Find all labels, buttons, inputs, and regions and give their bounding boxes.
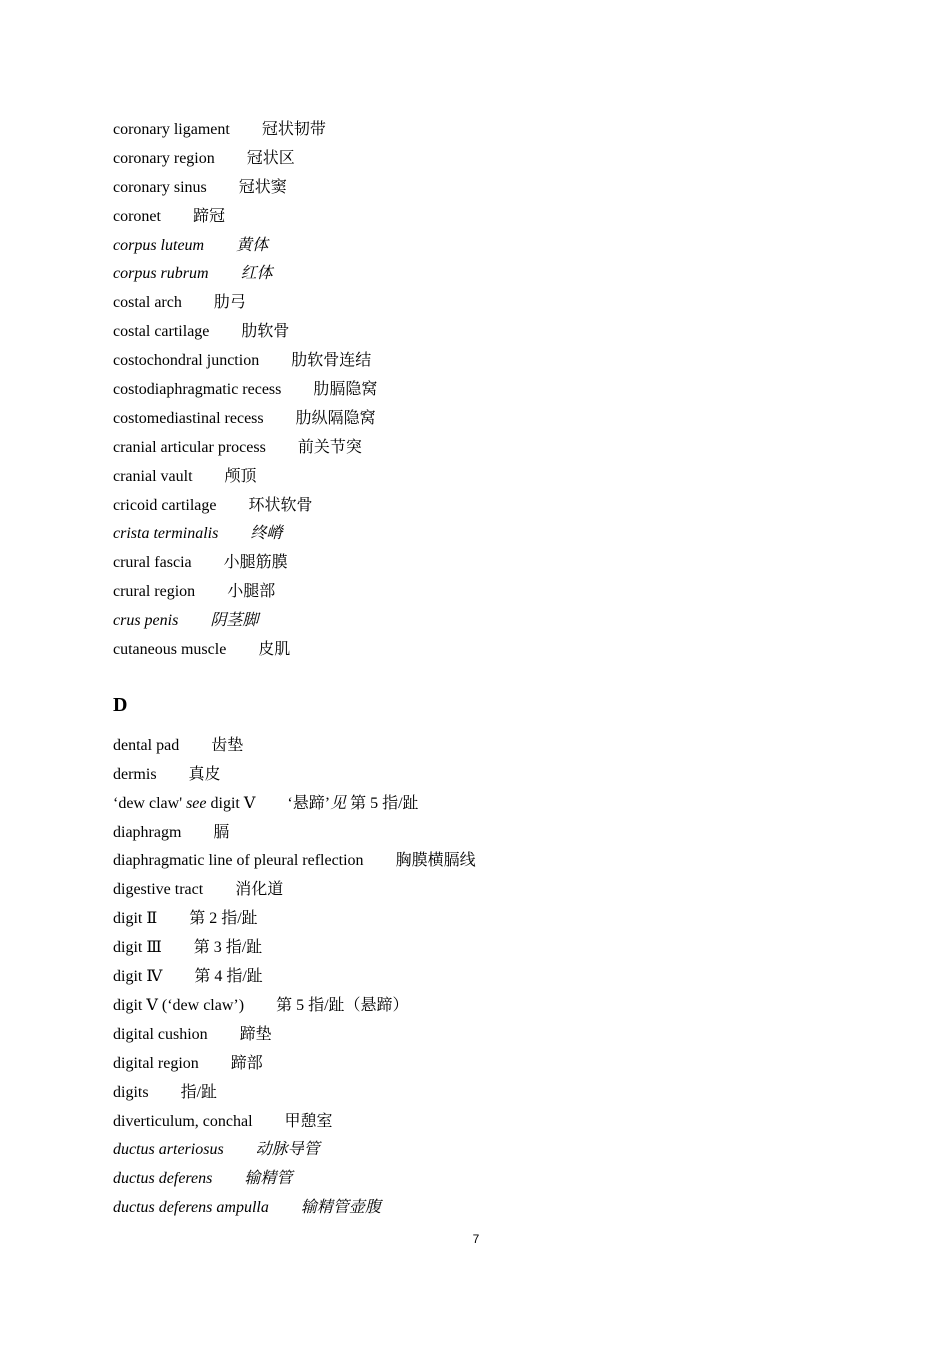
glossary-entry	[113, 492, 893, 521]
glossary-entry	[113, 203, 893, 232]
entry-gloss: 肋弓	[213, 294, 246, 312]
entry-gloss: 阴茎脚	[210, 612, 259, 630]
entry-term: ductus deferens	[113, 1170, 213, 1188]
glossary-entry	[113, 347, 893, 376]
glossary-entry	[113, 1136, 893, 1165]
entry-gloss: 第 3 指/趾	[193, 939, 263, 957]
glossary-entry	[113, 376, 893, 405]
entry-gloss: 终嵴	[250, 525, 283, 543]
glossary-entry	[113, 405, 893, 434]
entry-gloss: 颅顶	[224, 467, 257, 485]
entry-term: cranial articular process	[113, 438, 266, 456]
glossary-entry	[113, 1165, 893, 1194]
glossary-entry	[113, 145, 893, 174]
entry-term: costomediastinal recess	[113, 409, 264, 427]
glossary-entry	[113, 1079, 893, 1108]
entry-term: digital region	[113, 1054, 199, 1072]
entry-gloss: 前关节突	[297, 438, 362, 456]
glossary-entry	[113, 847, 893, 876]
glossary-entry	[113, 1021, 893, 1050]
see-reference: see	[186, 794, 207, 812]
glossary-entry	[113, 1050, 893, 1079]
term-text: digit Ⅴ	[206, 794, 256, 812]
gloss-text: ‘悬蹄’	[287, 794, 331, 812]
glossary-entry	[113, 260, 893, 289]
entry-gloss: 动脉导管	[255, 1141, 320, 1159]
entry-term: digits	[113, 1083, 149, 1101]
section-d-list	[113, 732, 893, 1223]
entry-term: costodiaphragmatic recess	[113, 381, 282, 399]
glossary-entry	[113, 318, 893, 347]
entry-gloss: 冠状窦	[238, 178, 287, 196]
entry-gloss: 黄体	[236, 236, 269, 254]
entry-term: coronary region	[113, 149, 215, 167]
entry-gloss: 红体	[240, 265, 273, 283]
entry-gloss: 膈	[213, 823, 230, 841]
entry-gloss: 肋软骨连结	[291, 352, 372, 370]
glossary-entry	[113, 232, 893, 261]
glossary-entry	[113, 1194, 893, 1223]
entry-gloss: 第 4 指/趾	[194, 968, 263, 986]
entry-term: costochondral junction	[113, 352, 260, 370]
section-c-list	[113, 116, 893, 665]
entry-gloss: 甲憩室	[284, 1112, 333, 1130]
gloss-text: 第 5 指/趾	[346, 794, 419, 812]
entry-gloss: 指/趾	[180, 1083, 218, 1101]
entry-term: cricoid cartilage	[113, 496, 217, 514]
entry-gloss: 小腿部	[227, 583, 276, 601]
entry-gloss: 第 5 指/趾（悬蹄）	[276, 996, 409, 1014]
entry-term: dental pad	[113, 736, 180, 754]
glossary-entry	[113, 963, 893, 992]
entry-term: crural fascia	[113, 554, 192, 572]
entry-term: digit Ⅴ (‘dew claw’)	[113, 996, 245, 1014]
entry-term: ductus deferens ampulla	[113, 1199, 269, 1217]
entry-gloss: 消化道	[235, 881, 284, 899]
entry-gloss: 肋纵隔隐窝	[295, 409, 376, 427]
entry-term: diaphragmatic line of pleural reflection	[113, 852, 364, 870]
entry-term: cutaneous muscle	[113, 641, 227, 659]
entry-term: coronet	[113, 207, 161, 225]
entry-gloss: 蹄冠	[192, 207, 225, 225]
glossary-entry	[113, 520, 893, 549]
glossary-entry	[113, 992, 893, 1021]
entry-term: digit Ⅲ	[113, 939, 162, 957]
glossary-entry	[113, 636, 893, 665]
entry-gloss: 肋膈隐窝	[313, 381, 378, 399]
glossary-entry	[113, 876, 893, 905]
entry-term: cranial vault	[113, 467, 193, 485]
glossary-entry	[113, 819, 893, 848]
entry-term: ductus arteriosus	[113, 1141, 224, 1159]
entry-gloss: 皮肌	[258, 641, 291, 659]
glossary-entry	[113, 116, 893, 145]
entry-term: costal cartilage	[113, 323, 210, 341]
glossary-entry	[113, 905, 893, 934]
glossary-entry	[113, 174, 893, 203]
entry-term: crural region	[113, 583, 196, 601]
page-number: 7	[472, 1232, 480, 1246]
glossary-entry	[113, 549, 893, 578]
entry-term: costal arch	[113, 294, 182, 312]
entry-gloss: 第 2 指/趾	[189, 910, 258, 928]
entry-gloss: 冠状韧带	[261, 121, 326, 138]
entry-gloss: 输精管壶腹	[300, 1199, 381, 1217]
entry-gloss: 冠状区	[246, 149, 295, 167]
entry-gloss: 肋软骨	[241, 323, 290, 341]
glossary-entry	[113, 434, 893, 463]
entry-term: digit Ⅳ	[113, 968, 163, 986]
entry-gloss: 环状软骨	[248, 496, 313, 514]
glossary-page	[113, 116, 893, 1223]
entry-gloss: 输精管	[244, 1170, 293, 1188]
entry-gloss	[287, 790, 418, 819]
entry-term: digit Ⅱ	[113, 910, 158, 928]
entry-term: dermis	[113, 765, 157, 783]
glossary-entry	[113, 934, 893, 963]
section-header-d: D	[113, 693, 128, 716]
see-reference-cn: 见	[330, 794, 347, 812]
glossary-entry	[113, 578, 893, 607]
entry-gloss: 胸膜横膈线	[395, 852, 476, 870]
entry-term	[113, 790, 255, 819]
entry-gloss: 真皮	[188, 765, 221, 783]
entry-term: crista terminalis	[113, 525, 219, 543]
glossary-entry	[113, 732, 893, 761]
entry-gloss: 小腿筋膜	[223, 554, 288, 572]
entry-term: coronary sinus	[113, 178, 207, 196]
entry-gloss: 蹄垫	[239, 1025, 272, 1043]
glossary-entry	[113, 463, 893, 492]
glossary-entry-dew-claw	[113, 790, 893, 819]
entry-term: corpus luteum	[113, 236, 205, 254]
term-text: ‘dew claw'	[113, 794, 187, 812]
entry-gloss: 齿垫	[211, 736, 244, 754]
glossary-entry	[113, 607, 893, 636]
entry-term: crus penis	[113, 612, 179, 630]
glossary-entry	[113, 1108, 893, 1137]
entry-term: diverticulum, conchal	[113, 1112, 253, 1130]
glossary-entry	[113, 289, 893, 318]
entry-gloss: 蹄部	[230, 1054, 263, 1072]
entry-term: digestive tract	[113, 881, 204, 899]
glossary-entry	[113, 761, 893, 790]
entry-term: digital cushion	[113, 1025, 208, 1043]
entry-term: coronary ligament	[113, 121, 230, 138]
entry-term: corpus rubrum	[113, 265, 209, 283]
entry-term: diaphragm	[113, 823, 182, 841]
